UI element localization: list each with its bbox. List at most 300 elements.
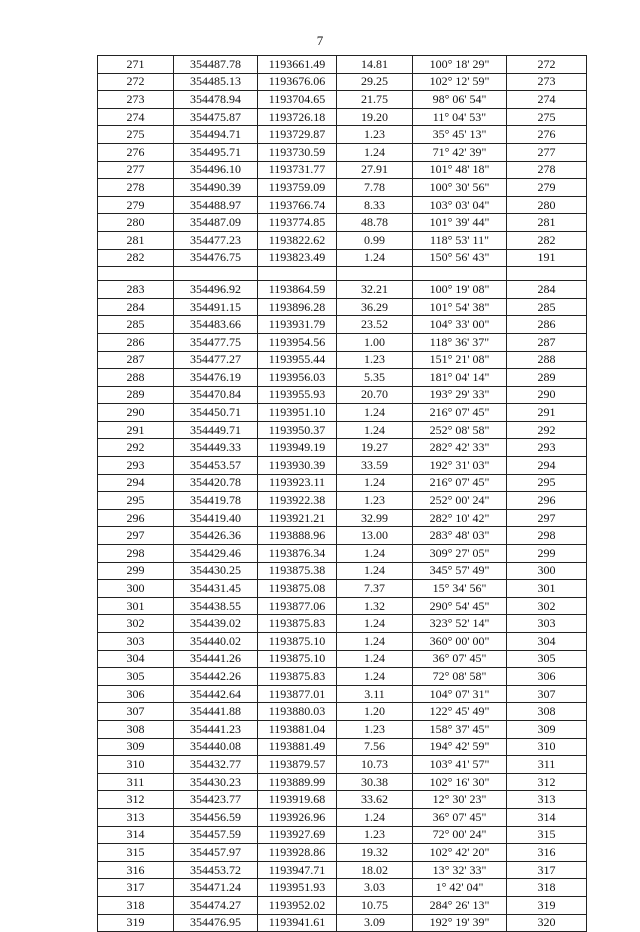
bearing-cell: 181° 04' 14": [413, 369, 507, 387]
distance-cell: 19.32: [337, 844, 413, 862]
y-coordinate-cell: 1193921.21: [258, 509, 337, 527]
point-number-cell: 274: [98, 108, 174, 126]
bearing-cell: 101° 39' 44": [413, 214, 507, 232]
next-point-cell: 302: [507, 597, 587, 615]
table-row: [98, 668, 587, 686]
point-number-cell: 308: [98, 720, 174, 738]
distance-cell: 8.33: [337, 196, 413, 214]
y-coordinate-cell: 1193877.01: [258, 685, 337, 703]
table-row: [98, 231, 587, 249]
y-coordinate-cell: 1193766.74: [258, 196, 337, 214]
bearing-cell: 101° 54' 38": [413, 298, 507, 316]
table-row: [98, 492, 587, 510]
y-coordinate-cell: 1193875.08: [258, 580, 337, 598]
point-number-cell: 316: [98, 861, 174, 879]
next-point-cell: 287: [507, 333, 587, 351]
distance-cell: 1.24: [337, 650, 413, 668]
bearing-cell: 101° 48' 18": [413, 161, 507, 179]
point-number-cell: 290: [98, 404, 174, 422]
bearing-cell: 102° 16' 30": [413, 773, 507, 791]
x-coordinate-cell: 354477.23: [174, 231, 258, 249]
x-coordinate-cell: 354476.95: [174, 914, 258, 932]
distance-cell: 23.52: [337, 316, 413, 334]
table-row: [98, 703, 587, 721]
y-coordinate-cell: 1193877.06: [258, 597, 337, 615]
table-row: [98, 56, 587, 74]
next-point-cell: 314: [507, 808, 587, 826]
table-row: [98, 597, 587, 615]
y-coordinate-cell: 1193676.06: [258, 73, 337, 91]
point-number-cell: 293: [98, 457, 174, 475]
point-number-cell: 278: [98, 179, 174, 197]
distance-cell: 1.24: [337, 808, 413, 826]
distance-cell: 1.23: [337, 351, 413, 369]
empty-cell: [337, 267, 413, 281]
y-coordinate-cell: 1193875.83: [258, 615, 337, 633]
distance-cell: 1.00: [337, 333, 413, 351]
table-row: [98, 650, 587, 668]
bearing-cell: 72° 00' 24": [413, 826, 507, 844]
x-coordinate-cell: 354450.71: [174, 404, 258, 422]
table-row: [98, 333, 587, 351]
distance-cell: 1.24: [337, 474, 413, 492]
point-number-cell: 303: [98, 633, 174, 651]
point-number-cell: 319: [98, 914, 174, 932]
y-coordinate-cell: 1193875.38: [258, 562, 337, 580]
y-coordinate-cell: 1193949.19: [258, 439, 337, 457]
next-point-cell: 293: [507, 439, 587, 457]
bearing-cell: 104° 33' 00": [413, 316, 507, 334]
next-point-cell: 318: [507, 879, 587, 897]
point-number-cell: 301: [98, 597, 174, 615]
next-point-cell: 288: [507, 351, 587, 369]
point-number-cell: 296: [98, 509, 174, 527]
x-coordinate-cell: 354490.39: [174, 179, 258, 197]
next-point-cell: 291: [507, 404, 587, 422]
point-number-cell: 313: [98, 808, 174, 826]
next-point-cell: 320: [507, 914, 587, 932]
bearing-cell: 72° 08' 58": [413, 668, 507, 686]
bearing-cell: 118° 36' 37": [413, 333, 507, 351]
x-coordinate-cell: 354487.78: [174, 56, 258, 74]
y-coordinate-cell: 1193888.96: [258, 527, 337, 545]
x-coordinate-cell: 354491.15: [174, 298, 258, 316]
table-row: [98, 179, 587, 197]
table-row: [98, 474, 587, 492]
bearing-cell: 282° 42' 33": [413, 439, 507, 457]
distance-cell: 7.78: [337, 179, 413, 197]
y-coordinate-cell: 1193923.11: [258, 474, 337, 492]
x-coordinate-cell: 354474.27: [174, 896, 258, 914]
point-number-cell: 295: [98, 492, 174, 510]
table-row: [98, 369, 587, 387]
bearing-cell: 102° 12' 59": [413, 73, 507, 91]
y-coordinate-cell: 1193661.49: [258, 56, 337, 74]
point-number-cell: 286: [98, 333, 174, 351]
distance-cell: 27.91: [337, 161, 413, 179]
bearing-cell: 100° 19' 08": [413, 281, 507, 299]
x-coordinate-cell: 354419.40: [174, 509, 258, 527]
x-coordinate-cell: 354483.66: [174, 316, 258, 334]
x-coordinate-cell: 354440.08: [174, 738, 258, 756]
distance-cell: 1.24: [337, 545, 413, 563]
distance-cell: 32.99: [337, 509, 413, 527]
point-number-cell: 300: [98, 580, 174, 598]
table-row: [98, 738, 587, 756]
y-coordinate-cell: 1193774.85: [258, 214, 337, 232]
distance-cell: 32.21: [337, 281, 413, 299]
y-coordinate-cell: 1193928.86: [258, 844, 337, 862]
y-coordinate-cell: 1193726.18: [258, 108, 337, 126]
table-row: [98, 126, 587, 144]
distance-cell: 1.23: [337, 126, 413, 144]
y-coordinate-cell: 1193875.10: [258, 650, 337, 668]
table-row: [98, 351, 587, 369]
point-number-cell: 310: [98, 756, 174, 774]
table-row: [98, 509, 587, 527]
y-coordinate-cell: 1193930.39: [258, 457, 337, 475]
x-coordinate-cell: 354496.10: [174, 161, 258, 179]
point-number-cell: 306: [98, 685, 174, 703]
next-point-cell: 317: [507, 861, 587, 879]
point-number-cell: 272: [98, 73, 174, 91]
x-coordinate-cell: 354442.64: [174, 685, 258, 703]
table-row: [98, 91, 587, 109]
table-row: [98, 861, 587, 879]
y-coordinate-cell: 1193955.44: [258, 351, 337, 369]
bearing-cell: 36° 07' 45": [413, 650, 507, 668]
x-coordinate-cell: 354488.97: [174, 196, 258, 214]
distance-cell: 1.24: [337, 421, 413, 439]
next-point-cell: 310: [507, 738, 587, 756]
y-coordinate-cell: 1193896.28: [258, 298, 337, 316]
table-row: [98, 791, 587, 809]
distance-cell: 1.23: [337, 720, 413, 738]
bearing-cell: 103° 03' 04": [413, 196, 507, 214]
point-number-cell: 289: [98, 386, 174, 404]
x-coordinate-cell: 354423.77: [174, 791, 258, 809]
point-number-cell: 291: [98, 421, 174, 439]
x-coordinate-cell: 354457.59: [174, 826, 258, 844]
distance-cell: 3.09: [337, 914, 413, 932]
bearing-cell: 345° 57' 49": [413, 562, 507, 580]
point-number-cell: 315: [98, 844, 174, 862]
next-point-cell: 281: [507, 214, 587, 232]
x-coordinate-cell: 354453.57: [174, 457, 258, 475]
y-coordinate-cell: 1193875.83: [258, 668, 337, 686]
table-row: [98, 143, 587, 161]
x-coordinate-cell: 354440.02: [174, 633, 258, 651]
y-coordinate-cell: 1193731.77: [258, 161, 337, 179]
table-row: [98, 562, 587, 580]
bearing-cell: 103° 41' 57": [413, 756, 507, 774]
next-point-cell: 303: [507, 615, 587, 633]
y-coordinate-cell: 1193956.03: [258, 369, 337, 387]
bearing-cell: 100° 18' 29": [413, 56, 507, 74]
bearing-cell: 192° 31' 03": [413, 457, 507, 475]
y-coordinate-cell: 1193951.93: [258, 879, 337, 897]
distance-cell: 1.24: [337, 633, 413, 651]
y-coordinate-cell: 1193864.59: [258, 281, 337, 299]
table-row: [98, 421, 587, 439]
x-coordinate-cell: 354487.09: [174, 214, 258, 232]
page-number: 7: [316, 33, 324, 48]
distance-cell: 10.75: [337, 896, 413, 914]
distance-cell: 1.32: [337, 597, 413, 615]
x-coordinate-cell: 354426.36: [174, 527, 258, 545]
x-coordinate-cell: 354494.71: [174, 126, 258, 144]
next-point-cell: 305: [507, 650, 587, 668]
next-point-cell: 279: [507, 179, 587, 197]
x-coordinate-cell: 354475.87: [174, 108, 258, 126]
y-coordinate-cell: 1193931.79: [258, 316, 337, 334]
next-point-cell: 282: [507, 231, 587, 249]
coordinates-table-body: [98, 56, 587, 932]
bearing-cell: 150° 56' 43": [413, 249, 507, 267]
point-number-cell: 282: [98, 249, 174, 267]
point-number-cell: 298: [98, 545, 174, 563]
distance-cell: 21.75: [337, 91, 413, 109]
y-coordinate-cell: 1193919.68: [258, 791, 337, 809]
distance-cell: 7.37: [337, 580, 413, 598]
distance-cell: 3.03: [337, 879, 413, 897]
point-number-cell: 287: [98, 351, 174, 369]
table-row: [98, 439, 587, 457]
point-number-cell: 281: [98, 231, 174, 249]
distance-cell: 36.29: [337, 298, 413, 316]
x-coordinate-cell: 354431.45: [174, 580, 258, 598]
x-coordinate-cell: 354441.26: [174, 650, 258, 668]
bearing-cell: 11° 04' 53": [413, 108, 507, 126]
y-coordinate-cell: 1193952.02: [258, 896, 337, 914]
table-row: [98, 249, 587, 267]
table-row: [98, 720, 587, 738]
table-row: [98, 161, 587, 179]
distance-cell: 5.35: [337, 369, 413, 387]
point-number-cell: 304: [98, 650, 174, 668]
coordinates-table: [97, 55, 587, 932]
next-point-cell: 290: [507, 386, 587, 404]
distance-cell: 1.20: [337, 703, 413, 721]
next-point-cell: 297: [507, 509, 587, 527]
bearing-cell: 309° 27' 05": [413, 545, 507, 563]
table-row: [98, 826, 587, 844]
point-number-cell: 271: [98, 56, 174, 74]
bearing-cell: 100° 30' 56": [413, 179, 507, 197]
next-point-cell: 304: [507, 633, 587, 651]
bearing-cell: 12° 30' 23": [413, 791, 507, 809]
next-point-cell: 277: [507, 143, 587, 161]
point-number-cell: 284: [98, 298, 174, 316]
x-coordinate-cell: 354453.72: [174, 861, 258, 879]
next-point-cell: 289: [507, 369, 587, 387]
distance-cell: 1.24: [337, 668, 413, 686]
y-coordinate-cell: 1193881.49: [258, 738, 337, 756]
table-row: [98, 214, 587, 232]
point-number-cell: 280: [98, 214, 174, 232]
x-coordinate-cell: 354429.46: [174, 545, 258, 563]
distance-cell: 7.56: [337, 738, 413, 756]
point-number-cell: 311: [98, 773, 174, 791]
next-point-cell: 296: [507, 492, 587, 510]
point-number-cell: 279: [98, 196, 174, 214]
distance-cell: 1.24: [337, 404, 413, 422]
point-number-cell: 297: [98, 527, 174, 545]
next-point-cell: 272: [507, 56, 587, 74]
x-coordinate-cell: 354495.71: [174, 143, 258, 161]
table-row: [98, 545, 587, 563]
y-coordinate-cell: 1193951.10: [258, 404, 337, 422]
table-row: [98, 316, 587, 334]
bearing-cell: 104° 07' 31": [413, 685, 507, 703]
table-row: [98, 615, 587, 633]
table-row: [98, 844, 587, 862]
table-row: [98, 580, 587, 598]
point-number-cell: 275: [98, 126, 174, 144]
table-row: [98, 196, 587, 214]
x-coordinate-cell: 354471.24: [174, 879, 258, 897]
bearing-cell: 252° 08' 58": [413, 421, 507, 439]
y-coordinate-cell: 1193704.65: [258, 91, 337, 109]
bearing-cell: 323° 52' 14": [413, 615, 507, 633]
x-coordinate-cell: 354430.23: [174, 773, 258, 791]
next-point-cell: 300: [507, 562, 587, 580]
next-point-cell: 191: [507, 249, 587, 267]
x-coordinate-cell: 354449.33: [174, 439, 258, 457]
point-number-cell: 309: [98, 738, 174, 756]
x-coordinate-cell: 354441.23: [174, 720, 258, 738]
point-number-cell: 314: [98, 826, 174, 844]
empty-cell: [98, 267, 174, 281]
next-point-cell: 292: [507, 421, 587, 439]
empty-cell: [413, 267, 507, 281]
y-coordinate-cell: 1193881.04: [258, 720, 337, 738]
x-coordinate-cell: 354449.71: [174, 421, 258, 439]
y-coordinate-cell: 1193927.69: [258, 826, 337, 844]
x-coordinate-cell: 354432.77: [174, 756, 258, 774]
next-point-cell: 294: [507, 457, 587, 475]
next-point-cell: 319: [507, 896, 587, 914]
x-coordinate-cell: 354485.13: [174, 73, 258, 91]
next-point-cell: 285: [507, 298, 587, 316]
next-point-cell: 276: [507, 126, 587, 144]
point-number-cell: 283: [98, 281, 174, 299]
x-coordinate-cell: 354442.26: [174, 668, 258, 686]
x-coordinate-cell: 354477.27: [174, 351, 258, 369]
x-coordinate-cell: 354419.78: [174, 492, 258, 510]
bearing-cell: 360° 00' 00": [413, 633, 507, 651]
table-separator-row: [98, 267, 587, 281]
next-point-cell: 315: [507, 826, 587, 844]
point-number-cell: 273: [98, 91, 174, 109]
table-row: [98, 914, 587, 932]
x-coordinate-cell: 354439.02: [174, 615, 258, 633]
y-coordinate-cell: 1193922.38: [258, 492, 337, 510]
y-coordinate-cell: 1193947.71: [258, 861, 337, 879]
x-coordinate-cell: 354441.88: [174, 703, 258, 721]
next-point-cell: 313: [507, 791, 587, 809]
x-coordinate-cell: 354457.97: [174, 844, 258, 862]
y-coordinate-cell: 1193875.10: [258, 633, 337, 651]
distance-cell: 1.23: [337, 492, 413, 510]
bearing-cell: 290° 54' 45": [413, 597, 507, 615]
next-point-cell: 284: [507, 281, 587, 299]
next-point-cell: 273: [507, 73, 587, 91]
table-row: [98, 808, 587, 826]
bearing-cell: 102° 42' 20": [413, 844, 507, 862]
bearing-cell: 194° 42' 59": [413, 738, 507, 756]
distance-cell: 0.99: [337, 231, 413, 249]
distance-cell: 29.25: [337, 73, 413, 91]
bearing-cell: 98° 06' 54": [413, 91, 507, 109]
bearing-cell: 13° 32' 33": [413, 861, 507, 879]
next-point-cell: 298: [507, 527, 587, 545]
x-coordinate-cell: 354476.75: [174, 249, 258, 267]
distance-cell: 14.81: [337, 56, 413, 74]
distance-cell: 18.02: [337, 861, 413, 879]
point-number-cell: 312: [98, 791, 174, 809]
point-number-cell: 285: [98, 316, 174, 334]
y-coordinate-cell: 1193955.93: [258, 386, 337, 404]
bearing-cell: 193° 29' 33": [413, 386, 507, 404]
empty-cell: [174, 267, 258, 281]
table-row: [98, 756, 587, 774]
next-point-cell: 301: [507, 580, 587, 598]
point-number-cell: 292: [98, 439, 174, 457]
empty-cell: [258, 267, 337, 281]
y-coordinate-cell: 1193880.03: [258, 703, 337, 721]
point-number-cell: 317: [98, 879, 174, 897]
x-coordinate-cell: 354438.55: [174, 597, 258, 615]
table-row: [98, 73, 587, 91]
bearing-cell: 122° 45' 49": [413, 703, 507, 721]
x-coordinate-cell: 354478.94: [174, 91, 258, 109]
bearing-cell: 252° 00' 24": [413, 492, 507, 510]
y-coordinate-cell: 1193759.09: [258, 179, 337, 197]
x-coordinate-cell: 354477.75: [174, 333, 258, 351]
y-coordinate-cell: 1193941.61: [258, 914, 337, 932]
point-number-cell: 277: [98, 161, 174, 179]
table-row: [98, 298, 587, 316]
distance-cell: 19.27: [337, 439, 413, 457]
distance-cell: 3.11: [337, 685, 413, 703]
bearing-cell: 158° 37' 45": [413, 720, 507, 738]
distance-cell: 48.78: [337, 214, 413, 232]
table-row: [98, 633, 587, 651]
bearing-cell: 35° 45' 13": [413, 126, 507, 144]
point-number-cell: 302: [98, 615, 174, 633]
bearing-cell: 36° 07' 45": [413, 808, 507, 826]
distance-cell: 33.59: [337, 457, 413, 475]
bearing-cell: 284° 26' 13": [413, 896, 507, 914]
point-number-cell: 276: [98, 143, 174, 161]
distance-cell: 30.38: [337, 773, 413, 791]
table-row: [98, 773, 587, 791]
bearing-cell: 283° 48' 03": [413, 527, 507, 545]
next-point-cell: 308: [507, 703, 587, 721]
bearing-cell: 118° 53' 11": [413, 231, 507, 249]
y-coordinate-cell: 1193729.87: [258, 126, 337, 144]
next-point-cell: 278: [507, 161, 587, 179]
next-point-cell: 307: [507, 685, 587, 703]
next-point-cell: 312: [507, 773, 587, 791]
table-row: [98, 281, 587, 299]
x-coordinate-cell: 354456.59: [174, 808, 258, 826]
next-point-cell: 316: [507, 844, 587, 862]
table-row: [98, 404, 587, 422]
point-number-cell: 294: [98, 474, 174, 492]
table-row: [98, 896, 587, 914]
